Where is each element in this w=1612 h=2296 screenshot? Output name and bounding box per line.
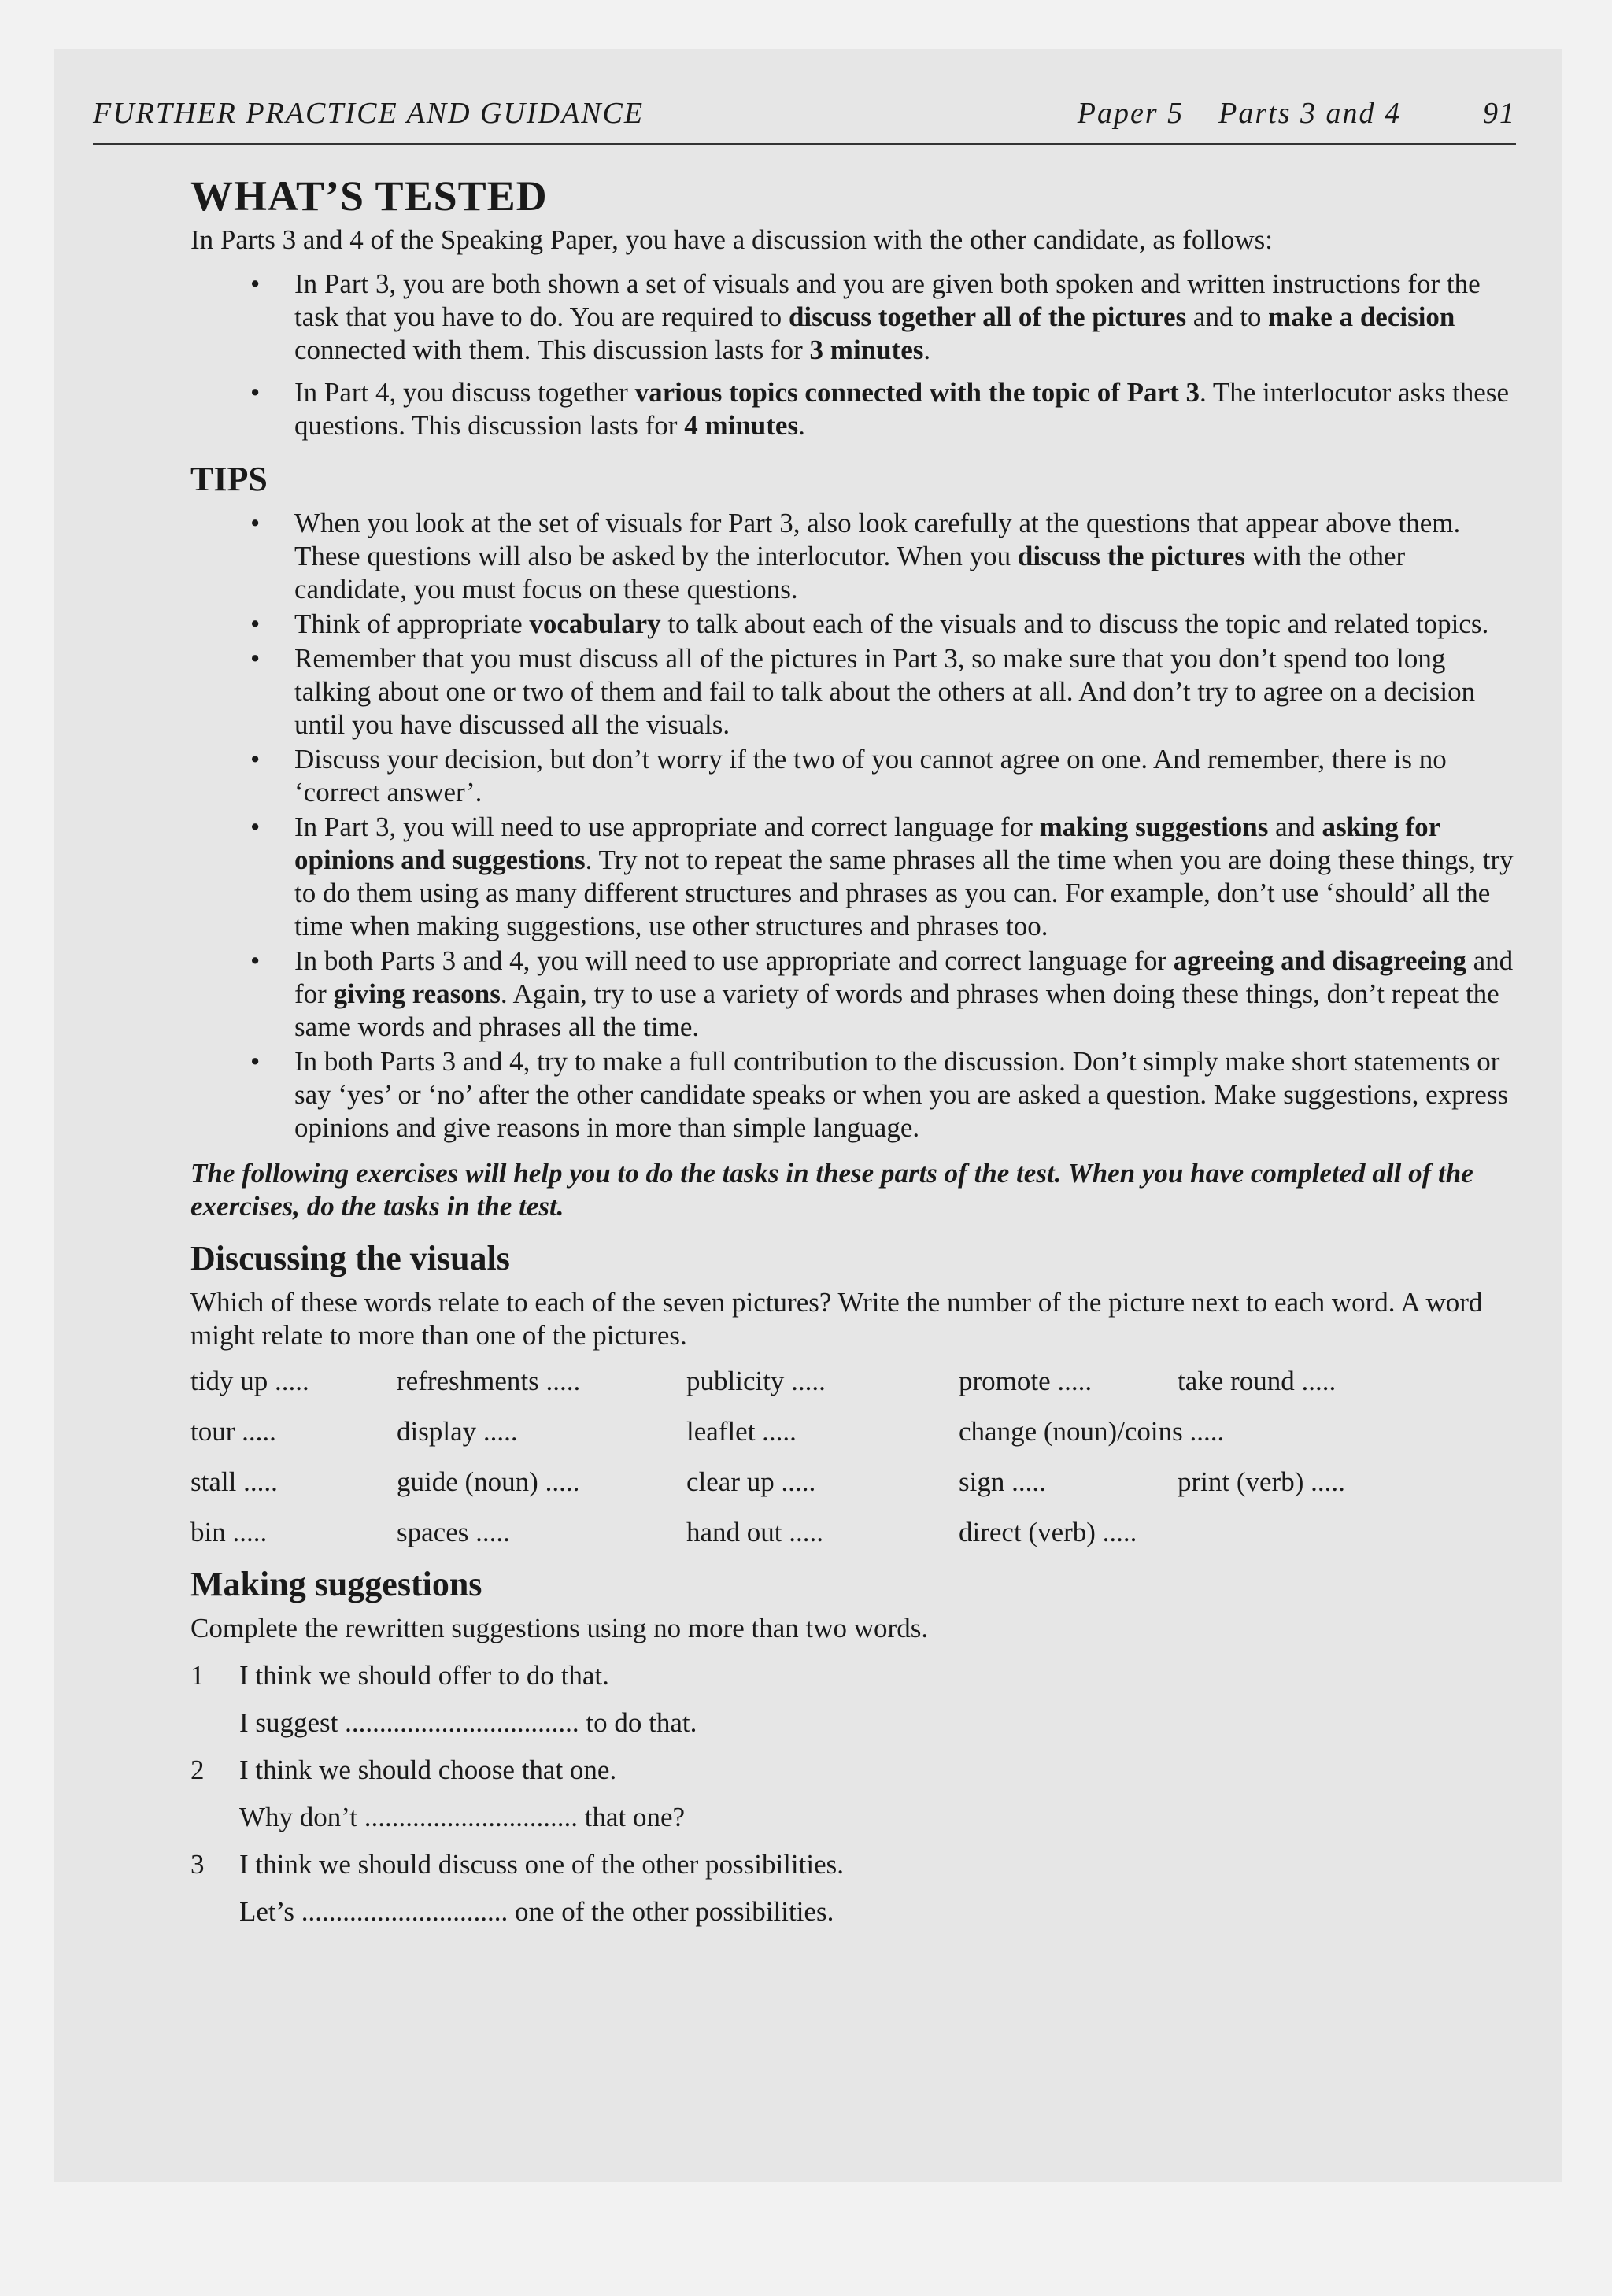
exercise-item [190, 1659, 1516, 1692]
vocab-word: refreshments ..... [397, 1366, 581, 1396]
whats-tested-heading: WHAT’S TESTED [190, 172, 548, 220]
vocab-word: sign ..... [959, 1466, 1046, 1497]
list-item: • In both Parts 3 and 4, you will need to use appropriate and correct language for agreeing and disagreeing and for giving reasons. Again, try to use a variety of words and phrases when doing these things, don’t repeat the same words and phrases all the time. [250, 945, 1514, 1042]
list-item: • In Part 4, you discuss together various topics connected with the topic of Part 3. The interlocutor asks these questions. This discussion lasts for 4 minutes. [250, 377, 1509, 441]
vocab-word: promote ..... [959, 1366, 1093, 1396]
vocab-word: publicity ..... [686, 1366, 826, 1396]
bullet-icon: • [250, 744, 261, 775]
item-prompt: I think we should offer to do that. [239, 1660, 609, 1691]
whats-tested-list [190, 268, 1516, 442]
visuals-instruction: Which of these words relate to each of the seven pictures? Write the number of the picture next to each word. A word might relate to more than one of the pictures. [190, 1287, 1483, 1351]
bullet-icon: • [250, 377, 261, 408]
list-item: • In Part 3, you are both shown a set of visuals and you are given both spoken and written instructions for the task that you have to do. You are required to discuss together all of the pictures and to make a decision connected with them. This discussion lasts for 3 minutes. [250, 268, 1481, 365]
visuals-heading: Discussing the visuals [190, 1239, 510, 1277]
bullet-icon: • [250, 812, 261, 842]
exercise-item [190, 1848, 1516, 1881]
vocab-word: guide (noun) ..... [397, 1466, 580, 1497]
vocab-word: tidy up ..... [190, 1366, 309, 1396]
list-item: • When you look at the set of visuals for Part 3, also look carefully at the questions that appear above them. These questions will also be asked by the interlocutor. When you discuss the pictures with the other candidate, you must focus on these questions. [250, 508, 1461, 605]
suggestions-heading: Making suggestions [190, 1565, 482, 1603]
list-item: • Think of appropriate vocabulary to talk about each of the visuals and to discuss the topic and related topics. [250, 608, 1489, 639]
exercises-intro: The following exercises will help you to do the tasks in these parts of the test. When you have completed all of the exercises, do the tasks in the test. [190, 1158, 1473, 1222]
bullet-icon: • [250, 268, 261, 299]
vocab-word: spaces ..... [397, 1517, 510, 1547]
vocab-word [1178, 1415, 1414, 1448]
whats-tested-intro: In Parts 3 and 4 of the Speaking Paper, you have a discussion with the other candidate, as follows: [190, 224, 1273, 255]
vocab-word: change (noun)/coins ..... [959, 1416, 1225, 1447]
list-item: • Discuss your decision, but don’t worry if the two of you cannot agree on one. And remember, there is no ‘correct answer’. [250, 744, 1447, 808]
item-prompt: I think we should discuss one of the other possibilities. [239, 1849, 844, 1880]
document-page [54, 49, 1562, 2182]
bullet-icon: • [250, 1046, 261, 1077]
list-item: • Remember that you must discuss all of the pictures in Part 3, so make sure that you don’t spend too long talking about one or two of them and fail to talk about the others at all. And don’t try to agree on a decision until you have discussed all the visuals. [250, 643, 1476, 740]
header-right [1078, 96, 1516, 131]
bullet-icon: • [250, 643, 261, 674]
item-number: 3 [190, 1849, 205, 1880]
vocab-word: bin ..... [190, 1517, 268, 1547]
item-prompt: I think we should choose that one. [239, 1754, 617, 1785]
item-answer-line: Let’s .............................. one of the other possibilities. [239, 1896, 834, 1927]
vocab-word: take round ..... [1178, 1366, 1337, 1396]
item-number: 1 [190, 1660, 205, 1691]
vocab-word: direct (verb) ..... [959, 1517, 1137, 1547]
page-number: 91 [1483, 97, 1516, 130]
item-answer-line: Why don’t ............................... that one? [239, 1802, 686, 1832]
item-number: 2 [190, 1754, 205, 1785]
vocab-word: tour ..... [190, 1416, 276, 1447]
vocab-word: leaflet ..... [686, 1416, 797, 1447]
vocab-word: stall ..... [190, 1466, 278, 1497]
running-header [93, 96, 1516, 145]
vocab-word: print (verb) ..... [1178, 1466, 1345, 1497]
vocab-word: display ..... [397, 1416, 518, 1447]
vocab-word: clear up ..... [686, 1466, 816, 1497]
section-title: FURTHER PRACTICE AND GUIDANCE [93, 97, 645, 130]
tips-list [190, 507, 1516, 1144]
vocab-word [1178, 1516, 1414, 1549]
item-answer-line: I suggest .................................. to do that. [239, 1707, 697, 1738]
list-item: • In Part 3, you will need to use appropriate and correct language for making suggestions and asking for opinions and suggestions. Try not to repeat the same phrases all the time when you are doing these things, try to do them using as many different structures and phrases as you can. For example, don’t use ‘should’ all the time when making suggestions, use other structures and phrases too. [250, 812, 1514, 941]
page-content [93, 172, 1516, 1928]
suggestions-instruction: Complete the rewritten suggestions using no more than two words. [190, 1613, 929, 1643]
vocabulary-grid [190, 1365, 1516, 1549]
list-item: • In both Parts 3 and 4, try to make a full contribution to the discussion. Don’t simply make short statements or say ‘yes’ or ‘no’ after the other candidate speaks or when you are asked a question. Make suggestions, express opinions and give reasons in more than simple language. [250, 1046, 1509, 1143]
bullet-icon: • [250, 608, 261, 639]
paper-label: Paper 5 [1077, 97, 1185, 130]
bullet-icon: • [250, 945, 261, 976]
parts-label: Parts 3 and 4 [1218, 97, 1401, 130]
tips-heading: TIPS [190, 460, 268, 498]
bullet-icon: • [250, 508, 261, 538]
exercise-item [190, 1754, 1516, 1787]
vocab-word: hand out ..... [686, 1517, 824, 1547]
suggestions-exercise [190, 1659, 1516, 1928]
